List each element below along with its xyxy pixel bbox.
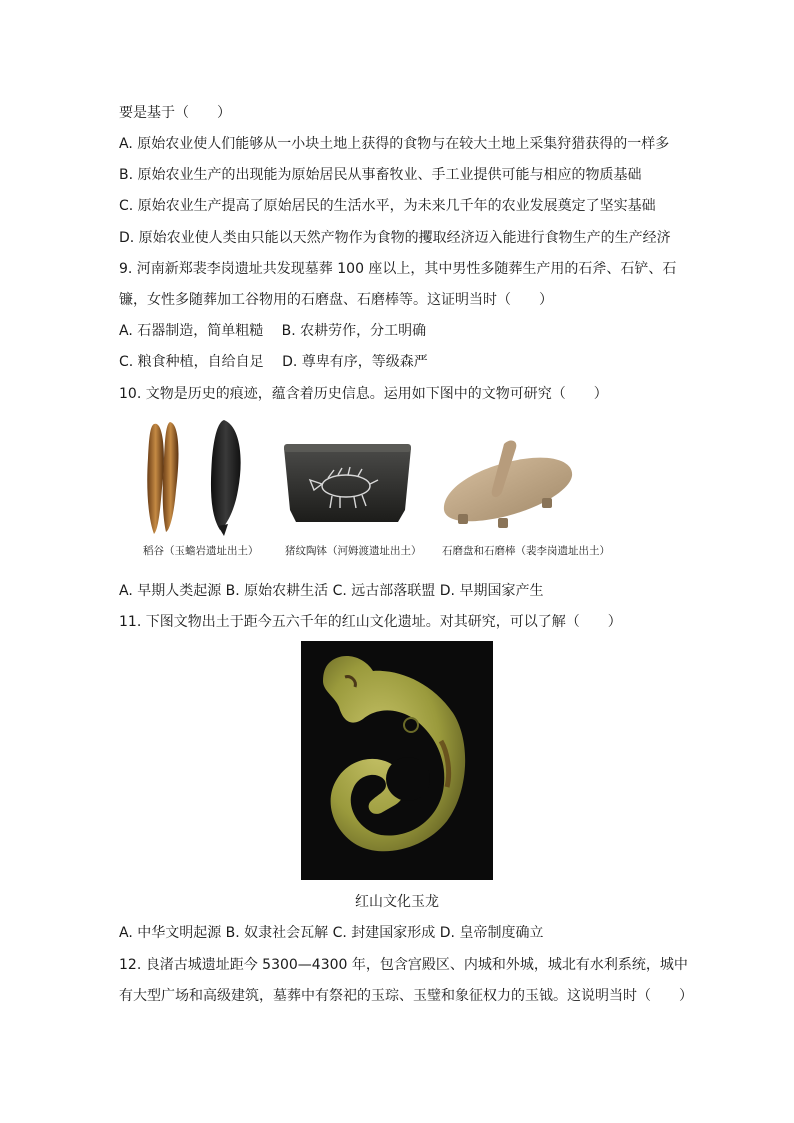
question-12-cont: 有大型广场和高级建筑，墓葬中有祭祀的玉琮、玉璧和象征权力的玉钺。这说明当时（ ）: [119, 988, 693, 1004]
pig-pattern-pot-image: [280, 440, 415, 530]
stone-quern-image: [438, 432, 578, 532]
question-9-options-cd: C. 粮食种植，自给自足 D. 尊卑有序，等级森严: [119, 354, 428, 370]
question-9: 9. 河南新郑裴李岗遗址共发现墓葬 100 座以上，其中男性多随葬生产用的石斧、石铲、石: [119, 261, 677, 277]
question-10: 10. 文物是历史的痕迹，蕴含着历史信息。运用如下图中的文物可研究（ ）: [119, 386, 608, 402]
caption-dragon: 红山文化玉龙: [355, 894, 439, 910]
option-c: C. 原始农业生产提高了原始居民的生活水平，为未来几千年的农业发展奠定了坚实基础: [119, 198, 656, 214]
caption-quern: 石磨盘和石磨棒（裴李岗遗址出土）: [442, 545, 610, 557]
jade-dragon-image: [301, 641, 493, 880]
option-b: B. 原始农业生产的出现能为原始居民从事畜牧业、手工业提供可能与相应的物质基础: [119, 167, 642, 183]
question-11-options: A. 中华文明起源 B. 奴隶社会瓦解 C. 封建国家形成 D. 皇帝制度确立: [119, 925, 544, 941]
question-9-options-ab: A. 石器制造，简单粗糙 B. 农耕劳作，分工明确: [119, 323, 427, 339]
option-a: A. 原始农业使人们能够从一小块土地上获得的食物与在较大土地上采集狩猎获得的一样多: [119, 136, 670, 152]
question-10-options: A. 早期人类起源 B. 原始农耕生活 C. 远古部落联盟 D. 早期国家产生: [119, 583, 544, 599]
question-12: 12. 良渚古城遗址距今 5300—4300 年，包含宫殿区、内城和外城，城北有水利系统，城中: [119, 957, 688, 973]
question-9-cont: 镰，女性多随葬加工谷物用的石磨盘、石磨棒等。这证明当时（ ）: [119, 292, 553, 308]
caption-pot: 猪纹陶钵（河姆渡遗址出土）: [285, 545, 422, 557]
question-11: 11. 下图文物出土于距今五六千年的红山文化遗址。对其研究，可以了解（ ）: [119, 614, 622, 630]
caption-rice: 稻谷（玉蟾岩遗址出土）: [143, 545, 259, 557]
text-line: 要是基于（ ）: [119, 105, 231, 121]
rice-grain-image: [140, 418, 260, 538]
option-d: D. 原始农业使人类由只能以天然产物作为食物的攫取经济迈入能进行食物生产的生产经济: [119, 230, 671, 246]
